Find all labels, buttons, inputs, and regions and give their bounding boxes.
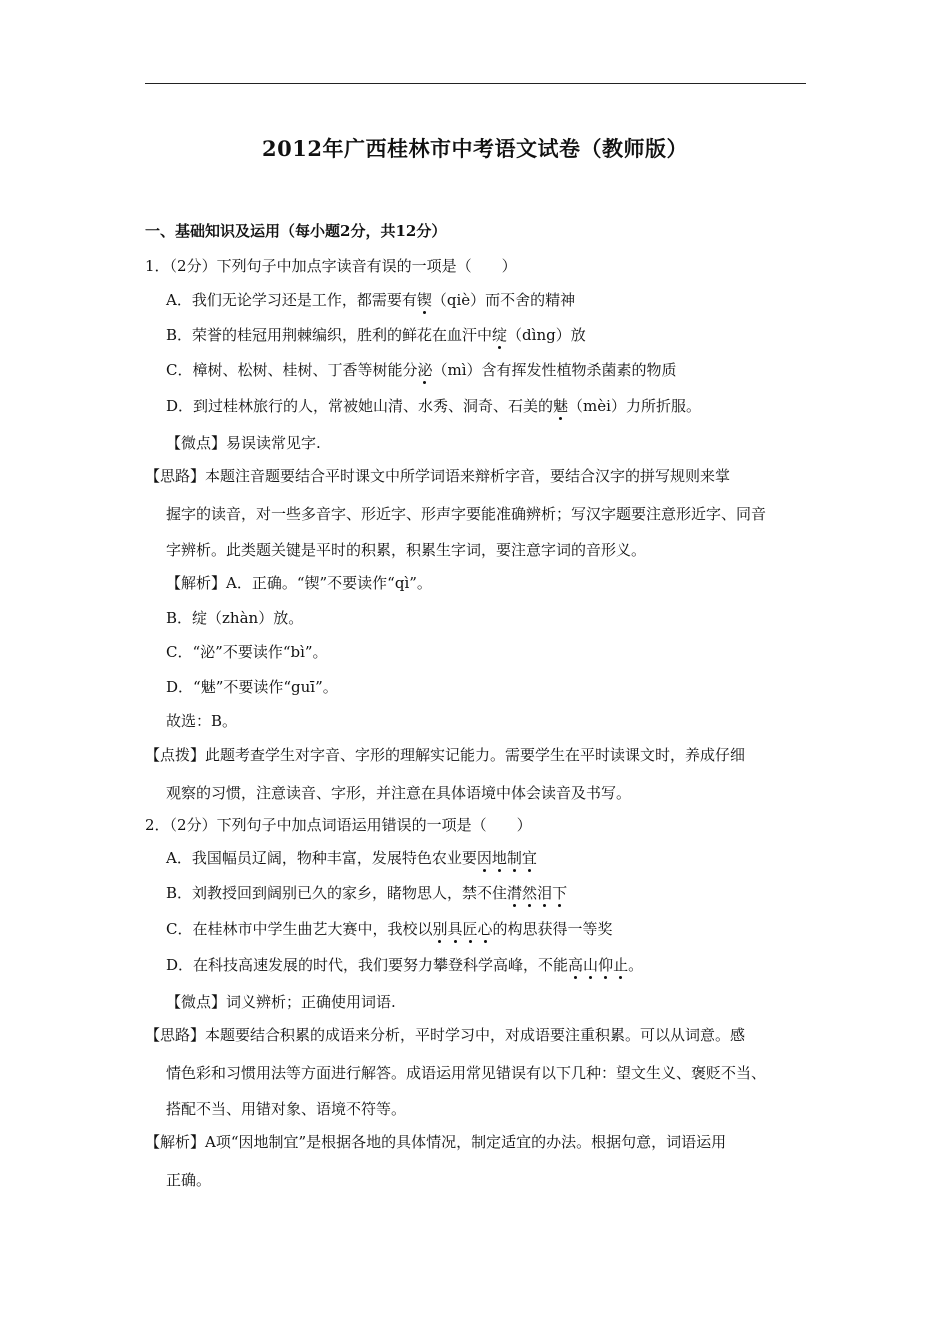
q1-jiexi-line: D．“魅”不要读作“guī”。 bbox=[166, 678, 338, 696]
q1-jiexi-line: C．“泌”不要读作“bì”。 bbox=[166, 643, 328, 661]
dotted-char: 地 bbox=[491, 849, 507, 867]
dotted-char: 制 bbox=[506, 849, 522, 867]
q1-dianbo-line: 【点拨】此题考查学生对字音、字形的理解实记能力。需要学生在平时读课文时，养成仔细 bbox=[145, 746, 746, 764]
q1-silu-line: 字辨析。此类题关键是平时的积累，积累生字词，要注意字词的音形义。 bbox=[166, 541, 647, 559]
dotted-char: 绽 bbox=[492, 326, 508, 344]
dotted-char: 魅 bbox=[553, 397, 569, 415]
q1-silu-line: 【思路】本题注音题要结合平时课文中所学词语来辩析字音，要结合汉字的拼写规则来掌 bbox=[145, 467, 731, 485]
dotted-char: 泌 bbox=[417, 361, 433, 379]
q2-silu-line: 【思路】本题要结合积累的成语来分析，平时学习中，对成语要注重积累。可以从词意。感 bbox=[145, 1026, 746, 1044]
q1-option-a: A．我们无论学习还是工作，都需要有锲（qiè）而不舍的精神 bbox=[166, 291, 576, 309]
dotted-char: 高 bbox=[568, 956, 584, 974]
dotted-char: 潸 bbox=[507, 884, 523, 902]
q1-dianbo-line: 观察的习惯，注意读音、字形，并注意在具体语境中体会读音及书写。 bbox=[166, 784, 632, 802]
dotted-word bbox=[507, 884, 567, 902]
dotted-char: 匠 bbox=[462, 920, 478, 938]
header-rule bbox=[145, 83, 806, 84]
dotted-word bbox=[477, 849, 537, 867]
q2-option-a: A．我国幅员辽阔，物种丰富，发展特色农业要因地制宜 bbox=[166, 849, 537, 867]
dotted-char: 具 bbox=[447, 920, 463, 938]
dotted-char: 然 bbox=[522, 884, 538, 902]
q1-option-c: C．樟树、松树、桂树、丁香等树能分泌（mì）含有挥发性植物杀菌素的物质 bbox=[166, 361, 677, 379]
q2-option-b: B．刘教授回到阔别已久的家乡，睹物思人，禁不住潸然泪下 bbox=[166, 884, 568, 902]
q2-jiexi-line: 正确。 bbox=[166, 1171, 212, 1189]
q1-jiexi-line: 【解析】A．正确。“锲”不要读作“qì”。 bbox=[166, 574, 432, 592]
section-heading: 一、基础知识及运用（每小题2分，共12分） bbox=[145, 222, 447, 240]
page-title: 2012年广西桂林市中考语文试卷（教师版） bbox=[262, 136, 688, 161]
question-1-stem: 1．（2分）下列句子中加点字读音有误的一项是（ ） bbox=[145, 257, 517, 275]
dotted-char: 下 bbox=[552, 884, 568, 902]
dotted-char: 因 bbox=[476, 849, 492, 867]
dotted-char: 宜 bbox=[521, 849, 537, 867]
dotted-char: 仰 bbox=[598, 956, 614, 974]
dotted-char: 泪 bbox=[537, 884, 553, 902]
q1-weidian: 【微点】易误读常见字. bbox=[166, 434, 321, 452]
dotted-char: 别 bbox=[432, 920, 448, 938]
q1-answer: 故选：B。 bbox=[166, 712, 238, 730]
dotted-char: 山 bbox=[583, 956, 599, 974]
dotted-word bbox=[432, 920, 492, 938]
q2-option-d: D．在科技高速发展的时代，我们要努力攀登科学高峰，不能高山仰止。 bbox=[166, 956, 644, 974]
q1-jiexi-line: B．绽（zhàn）放。 bbox=[166, 609, 304, 627]
q1-option-b: B．荣誉的桂冠用荆棘编织，胜利的鲜花在血汗中绽（dìng）放 bbox=[166, 326, 586, 344]
dotted-char: 心 bbox=[477, 920, 493, 938]
question-2-stem: 2．（2分）下列句子中加点词语运用错误的一项是（ ） bbox=[145, 816, 532, 834]
dotted-char: 锲 bbox=[416, 291, 432, 309]
dotted-word bbox=[568, 956, 628, 974]
q2-jiexi-line: 【解析】A项“因地制宜”是根据各地的具体情况，制定适宜的办法。根据句意，词语运用 bbox=[145, 1133, 727, 1151]
q2-option-c: C．在桂林市中学生曲艺大赛中，我校以别具匠心的构思获得一等奖 bbox=[166, 920, 613, 938]
q2-weidian: 【微点】词义辨析；正确使用词语. bbox=[166, 993, 396, 1011]
q1-option-d: D．到过桂林旅行的人，常被她山清、水秀、洞奇、石美的魅（mèi）力所折服。 bbox=[166, 397, 701, 415]
q2-silu-line: 搭配不当、用错对象、语境不符等。 bbox=[166, 1100, 407, 1118]
dotted-char: 止 bbox=[613, 956, 629, 974]
q1-silu-line: 握字的读音，对一些多音字、形近字、形声字要能准确辨析；写汉字题要注意形近字、同音 bbox=[166, 505, 767, 523]
q2-silu-line: 情色彩和习惯用法等方面进行解答。成语运用常见错误有以下几种：望文生义、褒贬不当、 bbox=[166, 1064, 767, 1082]
